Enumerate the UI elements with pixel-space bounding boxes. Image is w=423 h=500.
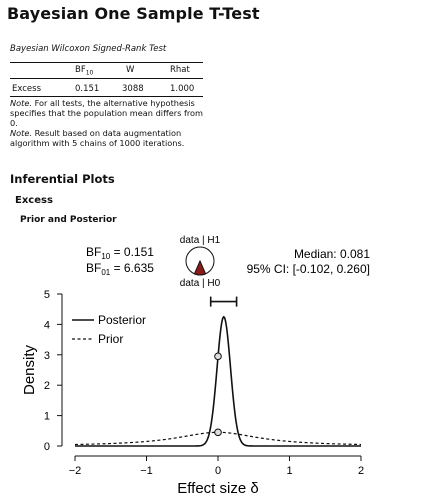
prior-point-at-zero bbox=[215, 429, 222, 436]
y-tick-label: 4 bbox=[43, 319, 50, 332]
x-axis-ticks bbox=[69, 456, 364, 477]
y-tick-label: 1 bbox=[43, 410, 50, 423]
col-header-w: W bbox=[126, 65, 135, 75]
page-title: Bayesian One Sample T-Test bbox=[7, 4, 260, 23]
legend-posterior-label: Posterior bbox=[98, 313, 147, 327]
plot-variable-heading: Excess bbox=[15, 195, 53, 206]
x-tick-label: −1 bbox=[140, 465, 153, 477]
median-text: Median: 0.081 bbox=[293, 247, 370, 261]
bf01-text: $BF_{01} = 6.635$ bbox=[86, 261, 154, 277]
x-tick-label: 1 bbox=[286, 465, 293, 477]
prior-posterior-heading: Prior and Posterior bbox=[20, 215, 117, 225]
row-w: 3088 bbox=[122, 84, 144, 94]
bf-pie bbox=[186, 247, 214, 275]
x-tick-label: −2 bbox=[68, 465, 82, 477]
table-note-2: Note. Result based on data augmentation algorithm with 5 chains of 1000 iterations. bbox=[10, 128, 185, 148]
col-header-rhat: Rhat bbox=[170, 65, 190, 75]
credible-interval-bar bbox=[211, 297, 237, 307]
table-caption: Bayesian Wilcoxon Signed-Rank Test bbox=[10, 44, 167, 54]
y-tick-label: 0 bbox=[43, 441, 50, 453]
y-axis-ticks bbox=[44, 289, 62, 453]
x-tick-label: 2 bbox=[357, 465, 365, 477]
row-bf: 0.151 bbox=[75, 84, 100, 94]
ci-text: 95% CI: [-0.102, 0.260] bbox=[246, 262, 370, 276]
row-rhat: 1.000 bbox=[170, 84, 195, 94]
table-note-1: Note. For all tests, the alternative hypothesis specifies that the population mean differs from 0. bbox=[10, 98, 204, 128]
x-axis-label: Effect size δ bbox=[177, 480, 259, 497]
y-tick-label: 5 bbox=[43, 289, 50, 301]
row-variable: Excess bbox=[12, 84, 42, 94]
posterior-point-at-zero bbox=[215, 353, 222, 360]
pie-h0-label: data | H0 bbox=[179, 278, 221, 289]
y-tick-label: 3 bbox=[43, 349, 50, 362]
legend-prior-label: Prior bbox=[98, 332, 124, 346]
pie-h1-label: data | H1 bbox=[179, 235, 221, 246]
col-header-bf: $BF_{10}$ bbox=[75, 65, 94, 77]
bf10-text: $BF_{10} = 0.151$ bbox=[86, 245, 154, 261]
y-tick-label: 2 bbox=[43, 380, 50, 393]
x-tick-label: 0 bbox=[214, 465, 222, 477]
inferential-plots-heading: Inferential Plots bbox=[10, 172, 115, 186]
y-axis-label: Density bbox=[21, 344, 38, 396]
